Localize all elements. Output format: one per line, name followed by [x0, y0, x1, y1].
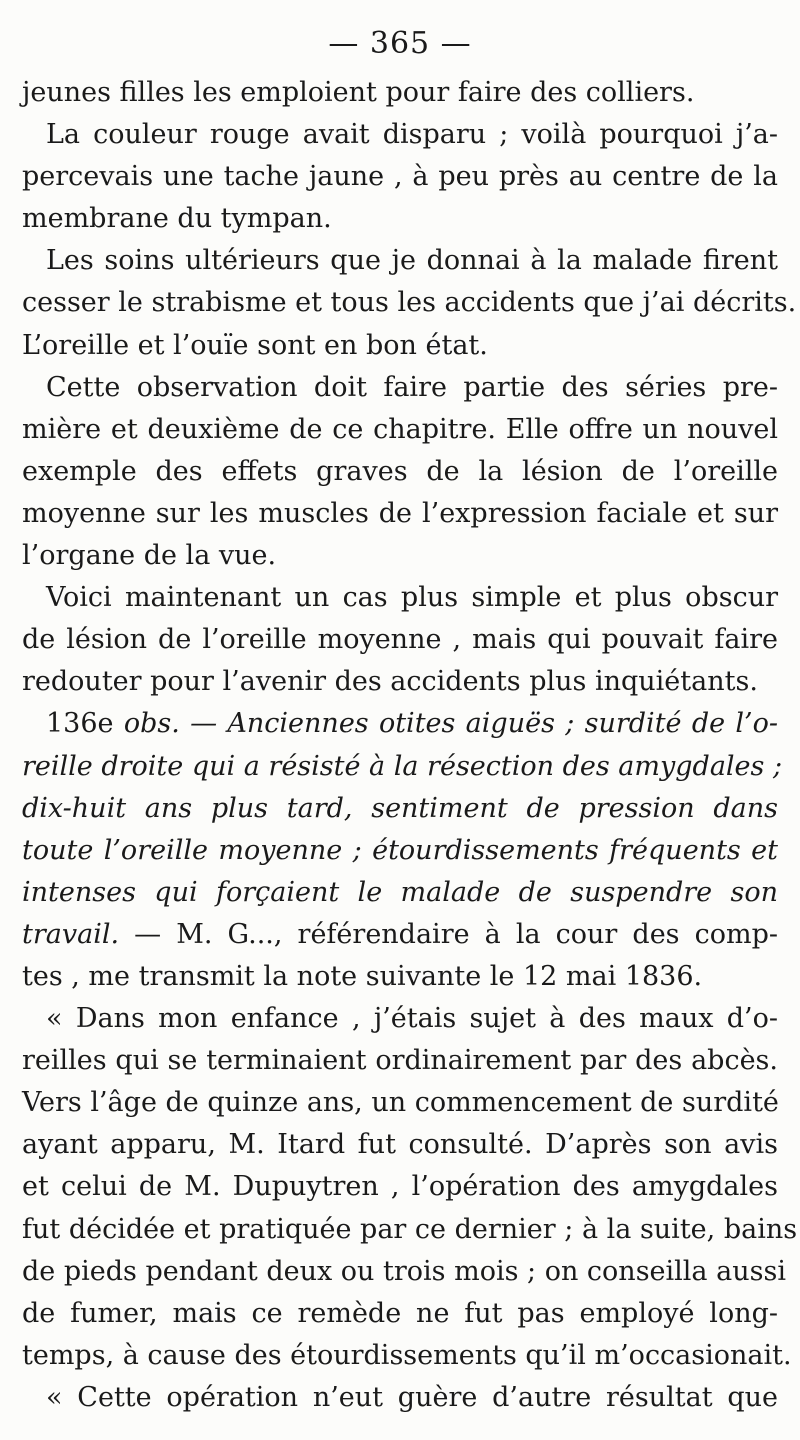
text-line: moyenne sur les muscles de l’expression faciale et sur [22, 497, 778, 529]
quote-line: « Dans mon enfance , j’étais sujet à des maux d’o- [46, 1003, 778, 1035]
text-line: redouter pour l’avenir des accidents plus inquiétants. [22, 666, 758, 698]
observation-line [22, 956, 778, 998]
text-line: exemple des effets graves de la lésion de l’oreille [22, 455, 778, 487]
text-line: Voici maintenant un cas plus simple et plus obscur [46, 582, 778, 614]
quote-line: ayant apparu, M. Itard fut consulté. D’après son avis [22, 1129, 778, 1161]
observation-line [22, 703, 778, 745]
text-line: jeunes filles les emploient pour faire des colliers. [22, 77, 695, 108]
observation-title: toute l’oreille moyenne ; étourdissements fréquents et [22, 834, 778, 866]
observation-text: tes , me transmit la note suivante le 12 mai 1836. [22, 960, 703, 992]
text-line: l’organe de la vue. [22, 540, 277, 572]
observation-title: travail. [22, 918, 120, 950]
observation-title: obs. — Anciennes otites aiguës ; surdité de l’o- [123, 708, 778, 740]
observation-text: — M. G..., référendaire à la cour des comp- [119, 918, 778, 950]
text-line: La couleur rouge avait disparu ; voilà pourquoi j’a- [46, 119, 778, 151]
text-line: de lésion de l’oreille moyenne , mais qui pouvait faire [22, 624, 778, 656]
text-line: mière et deuxième de ce chapitre. Elle offre un nouvel [22, 413, 778, 445]
quote-line: de pieds pendant deux ou trois mois ; on conseilla aussi [22, 1255, 786, 1287]
observation-line [22, 914, 778, 956]
page-number-header: — 365 — [328, 26, 472, 61]
text-line: Cette observation doit faire partie des séries pre- [46, 371, 778, 403]
observation-title: intenses qui forçaient le malade de suspendre son [22, 876, 778, 908]
quote-line: reilles qui se terminaient ordinairement par des abcès. [22, 1045, 778, 1077]
observation-number: 136e [46, 708, 124, 740]
text-line: cesser le strabisme et tous les accidents que j’ai décrits. [22, 287, 797, 319]
quote-line: « Cette opération n’eut guère d’autre résultat que [46, 1381, 778, 1413]
text-line: L’oreille et l’ouïe sont en bon état. [22, 329, 488, 361]
observation-line [22, 830, 778, 872]
observation-line [22, 872, 778, 914]
quote-line: Vers l’âge de quinze ans, un commencement de surdité [22, 1087, 779, 1119]
observation-line [22, 788, 778, 830]
text-line: Les soins ultérieurs que je donnai à la malade firent [46, 245, 778, 277]
observation-line [22, 746, 783, 788]
text-line: percevais une tache jaune , à peu près au centre de la [22, 161, 778, 193]
body-text [22, 72, 798, 1419]
quote-line: de fumer, mais ce remède ne fut pas employé long- [22, 1297, 778, 1329]
observation-title: dix-huit ans plus tard, sentiment de pression dans [22, 792, 778, 824]
observation-title: reille droite qui a résisté à la résection des amygdales ; [22, 750, 783, 782]
quote-line: temps, à cause des étourdissements qu’il m’occasionait. [22, 1339, 792, 1371]
text-line: membrane du tympan. [22, 203, 332, 235]
quote-line: et celui de M. Dupuytren , l’opération des amygdales [22, 1171, 778, 1203]
quote-line: fut décidée et pratiquée par ce dernier ; à la suite, bains [22, 1213, 798, 1245]
